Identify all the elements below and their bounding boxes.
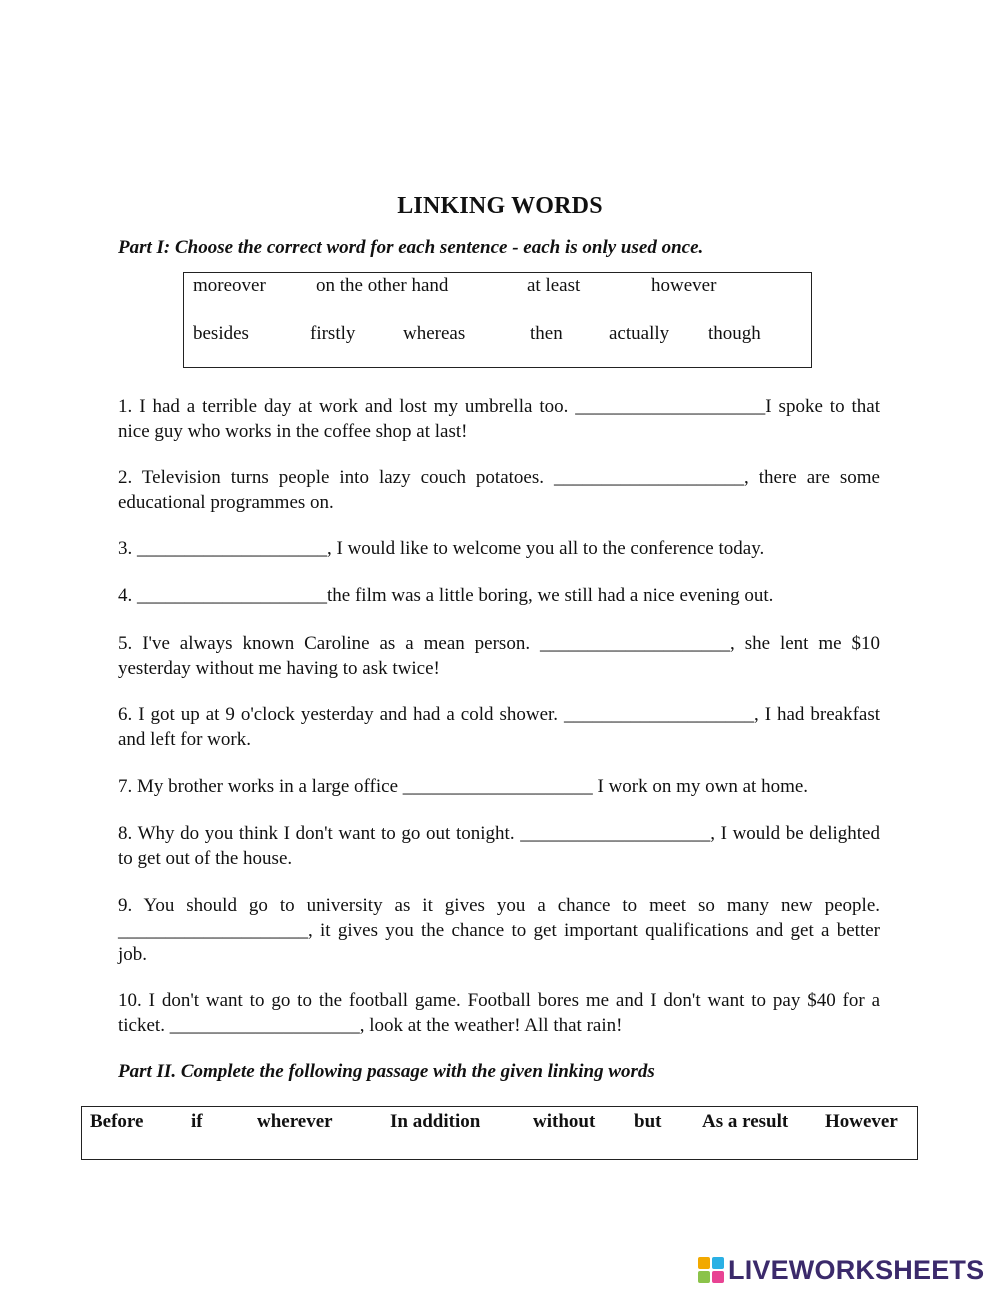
question-text-after: , look at the weather! All that rain! xyxy=(359,1014,623,1036)
logo-square xyxy=(712,1271,724,1283)
question-text-before: I've always known Caroline as a mean person. xyxy=(142,633,531,654)
question-text-after: , she lent me $10 yesterday without me having to ask twice! xyxy=(118,633,881,679)
word-bank-item: moreover xyxy=(193,275,266,296)
answer-blank[interactable]: ____________________ xyxy=(540,633,731,654)
word-bank-item: then xyxy=(530,323,563,344)
question-text-before: I don't want to go to the football game. Football bores me and I don't want to pay $40 for a ticket. xyxy=(118,990,881,1036)
question-text-after: , it gives you the chance to get important qualifications and get a better job. xyxy=(118,919,880,965)
question-number: 3. xyxy=(118,538,133,559)
question-4 xyxy=(118,584,880,609)
answer-blank[interactable]: ____________________ xyxy=(520,823,711,844)
word-bank-item: As a result xyxy=(702,1111,789,1132)
answer-blank[interactable]: ____________________ xyxy=(137,538,327,559)
word-bank-item: In addition xyxy=(390,1111,481,1132)
question-text-after: I spoke to that nice guy who works in the coffee shop at last! xyxy=(118,396,881,442)
question-number: 4. xyxy=(118,585,133,606)
page-title: LINKING WORDS xyxy=(397,193,603,219)
question-1 xyxy=(118,395,880,444)
word-bank-item: if xyxy=(191,1111,203,1132)
answer-blank[interactable]: ____________________ xyxy=(575,396,766,417)
word-bank-item: firstly xyxy=(310,323,356,344)
word-bank-item: at least xyxy=(527,275,581,296)
question-text-after: I work on my own at home. xyxy=(597,776,809,797)
answer-blank[interactable]: ____________________ xyxy=(118,919,308,941)
question-7 xyxy=(118,775,880,800)
answer-blank[interactable]: ____________________ xyxy=(564,704,754,725)
question-2 xyxy=(118,466,880,515)
word-bank-item: wherever xyxy=(257,1111,333,1132)
word-bank-item: However xyxy=(825,1111,898,1132)
answer-blank[interactable]: ____________________ xyxy=(402,776,593,797)
answer-blank[interactable]: ____________________ xyxy=(554,467,744,488)
question-number: 1. xyxy=(118,396,133,417)
question-text-before: My brother works in a large office xyxy=(137,776,398,797)
question-text-after: the film was a little boring, we still had a nice evening out. xyxy=(327,585,774,606)
part2-heading: Part II. Complete the following passage with the given linking words xyxy=(118,1061,655,1082)
question-text-after: , I would be delighted to get out of the house. xyxy=(118,823,880,869)
word-bank-part1 xyxy=(183,272,812,368)
question-number: 10. xyxy=(118,990,142,1011)
question-5 xyxy=(118,632,880,681)
word-bank-item: however xyxy=(651,275,717,296)
liveworksheets-logo-icon xyxy=(698,1257,724,1283)
question-number: 6. xyxy=(118,704,133,725)
question-number: 8. xyxy=(118,823,133,844)
word-bank-item: Before xyxy=(90,1111,144,1132)
question-text-after: , I had breakfast and left for work. xyxy=(118,704,881,750)
question-text-before: I got up at 9 o'clock yesterday and had a cold shower. xyxy=(138,704,559,725)
question-text-after: , I would like to welcome you all to the conference today. xyxy=(327,538,765,559)
question-10 xyxy=(118,989,880,1038)
question-text-after: , there are some educational programmes on. xyxy=(118,467,880,513)
answer-blank[interactable]: ____________________ xyxy=(169,1014,360,1036)
word-bank-item: actually xyxy=(609,323,670,344)
question-number: 7. xyxy=(118,776,133,797)
brand-name: LIVEWORKSHEETS xyxy=(728,1254,985,1285)
question-text-before: You should go to university as it gives you a chance to meet so many new people. xyxy=(143,895,880,916)
answer-blank[interactable]: ____________________ xyxy=(137,585,327,606)
question-number: 9. xyxy=(118,895,133,916)
question-text-before: Why do you think I don't want to go out tonight. xyxy=(137,823,515,844)
word-bank-item: but xyxy=(634,1111,662,1132)
word-bank-item: on the other hand xyxy=(316,275,449,296)
question-number: 5. xyxy=(118,633,133,654)
logo-square xyxy=(698,1271,710,1283)
word-bank-item: without xyxy=(533,1111,596,1132)
word-bank-part2 xyxy=(81,1106,918,1160)
question-6 xyxy=(118,703,880,752)
word-bank-item: besides xyxy=(193,323,249,344)
question-text-before: I had a terrible day at work and lost my umbrella too. xyxy=(139,396,569,417)
question-9 xyxy=(118,894,880,968)
question-3 xyxy=(118,537,880,562)
question-8 xyxy=(118,822,880,871)
word-bank-item: though xyxy=(708,323,761,344)
logo-square xyxy=(712,1257,724,1269)
logo-square xyxy=(698,1257,710,1269)
word-bank-item: whereas xyxy=(403,323,466,344)
question-text-before: Television turns people into lazy couch potatoes. xyxy=(141,467,544,488)
liveworksheets-logo xyxy=(698,1253,984,1287)
question-number: 2. xyxy=(118,467,133,488)
part1-heading: Part I: Choose the correct word for each sentence - each is only used once. xyxy=(118,237,704,258)
